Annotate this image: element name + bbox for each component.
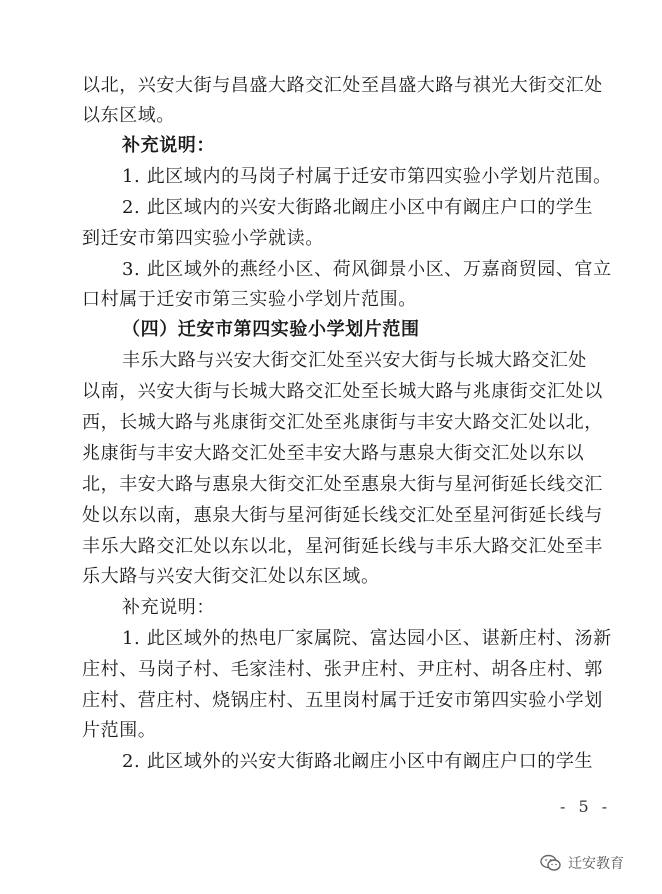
text-line-4: 1. 此区域内的马岗子村属于迁安市第四实验小学划片范围。 (122, 166, 612, 187)
text-line-14: 北，丰安大路与惠泉大街交汇处至惠泉大街与星河街延长线交汇 (82, 474, 603, 495)
text-line-21: 庄村、营庄村、烧锅庄村、五里岗村属于迁安市第四实验小学划 (82, 690, 603, 711)
text-line-19: 1. 此区域外的热电厂家属院、富达园小区、谌新庄村、汤新 (122, 628, 612, 649)
text-line-7: 3. 此区域外的燕经小区、荷风御景小区、万嘉商贸园、官立 (122, 259, 612, 280)
text-line-2: 以东区域。 (82, 105, 175, 126)
supplement-heading-2: 补充说明： (122, 597, 215, 618)
section-heading-4: （四）迁安市第四实验小学划片范围 (122, 319, 420, 340)
supplement-heading-1: 补充说明： (122, 135, 215, 156)
text-line-15: 处以东以南，惠泉大街与星河街延长线交汇处至星河街延长线与 (82, 505, 603, 526)
text-line-20: 庄村、马岗子村、毛家洼村、张尹庄村、尹庄村、胡各庄村、郭 (82, 659, 603, 680)
text-line-17: 乐大路与兴安大街交汇处以东区域。 (82, 566, 380, 587)
wechat-icon (540, 854, 562, 872)
text-line-6: 到迁安市第四实验小学就读。 (82, 228, 324, 249)
watermark-label: 迁安教育 (568, 856, 624, 872)
text-line-13: 兆康街与丰安大路交汇处至丰安大路与惠泉大街交汇处以东以 (82, 443, 585, 464)
text-line-8: 口村属于迁安市第三实验小学划片范围。 (82, 289, 417, 310)
text-line-10: 丰乐大路与兴安大街交汇处至兴安大街与长城大路交汇处 (122, 350, 587, 371)
text-line-22: 片范围。 (82, 720, 157, 741)
text-line-12: 西，长城大路与兆康街交汇处至兆康街与丰安大路交汇处以北， (82, 412, 603, 433)
text-line-23: 2. 此区域外的兴安大街路北阚庄小区中有阚庄户口的学生 (122, 751, 594, 772)
text-line-1: 以北，兴安大街与昌盛大路交汇处至昌盛大路与祺光大街交汇处 (82, 75, 603, 96)
wechat-watermark (540, 853, 624, 873)
text-line-16: 丰乐大路交汇处以东以北，星河街延长线与丰乐大路交汇处至丰 (82, 536, 603, 557)
text-line-5: 2. 此区域内的兴安大街路北阚庄小区中有阚庄户口的学生 (122, 197, 594, 218)
text-line-11: 以南，兴安大街与长城大路交汇处至长城大路与兆康街交汇处以 (82, 381, 603, 402)
page-number: - 5 - (560, 797, 612, 816)
